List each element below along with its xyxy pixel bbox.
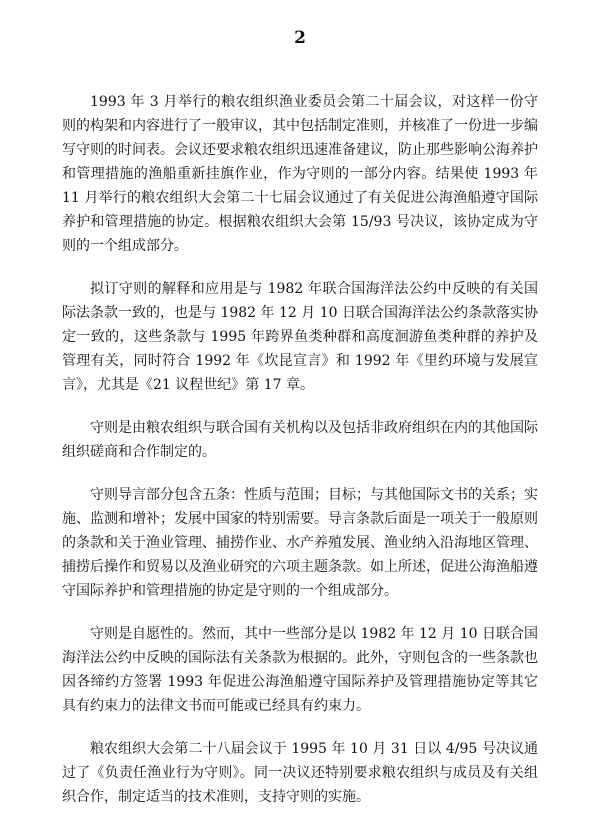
paragraph-1: 1993 年 3 月举行的粮农组织渔业委员会第二十届会议，对这样一份守则的构架和内容进行了一般审议，其中包括制定准则，并核准了一份进一步编写守则的时间表。会议还要求粮农组织迅速准备建议，防止那些影响公海养护和管理措施的渔船重新挂旗作业，作为守则的一部分内容。结果使 1993 年 11 月举行的粮农组织大会第二十七届会议通过了有关促进公海渔船遵守国际养护和管理措施的协定。根据粮农组织大会第 15/93 号决议，该协定成为守则的一个组成部分。 <box>62 94 538 254</box>
body-text <box>62 90 538 828</box>
paragraph-5: 守则是自愿性的。然而，其中一些部分是以 1982 年 12 月 10 日联合国海洋法公约中反映的国际法有关条款为根据的。此外，守则包含的一些条款也因各缔约方签署 1993 年促进公海渔船遵守国际养护及管理措施协定等其它具有约束力的法律文书而可能或已经具有约束力。 <box>62 626 538 714</box>
paragraph-2: 拟订守则的解释和应用是与 1982 年联合国海洋法公约中反映的有关国际法条款一致的，也是与 1982 年 12 月 10 日联合国海洋法公约条款落实协定一致的，这些条款与 1995 年跨界鱼类种群和高度洄游鱼类种群的养护及管理有关，同时符合 1992 年《坎昆宣言》和 1992 年《里约环境与发展宣言》，尤其是《21 议程世纪》第 17 章。 <box>62 281 538 393</box>
paragraph-4: 守则导言部分包含五条：性质与范围；目标；与其他国际文书的关系；实施、监测和增补；发展中国家的特别需要。导言条款后面是一项关于一般原则的条款和关于渔业管理、捕捞作业、水产养殖发展、渔业纳入沿海地区管理、捕捞后操作和贸易以及渔业研究的六项主题条款。如上所述，促进公海渔船遵守国际养护和管理措施的协定是守则的一个组成部分。 <box>62 487 538 599</box>
paragraph-3: 守则是由粮农组织与联合国有关机构以及包括非政府组织在内的其他国际组织磋商和合作制定的。 <box>62 420 538 460</box>
paragraph-6: 粮农组织大会第二十八届会议于 1995 年 10 月 31 日以 4/95 号决议通过了《负责任渔业行为守则》。同一决议还特别要求粮农组织与成员及有关组织合作，制定适当的技术准则，支持守则的实施。 <box>62 741 538 805</box>
page-number: 2 <box>294 28 306 48</box>
